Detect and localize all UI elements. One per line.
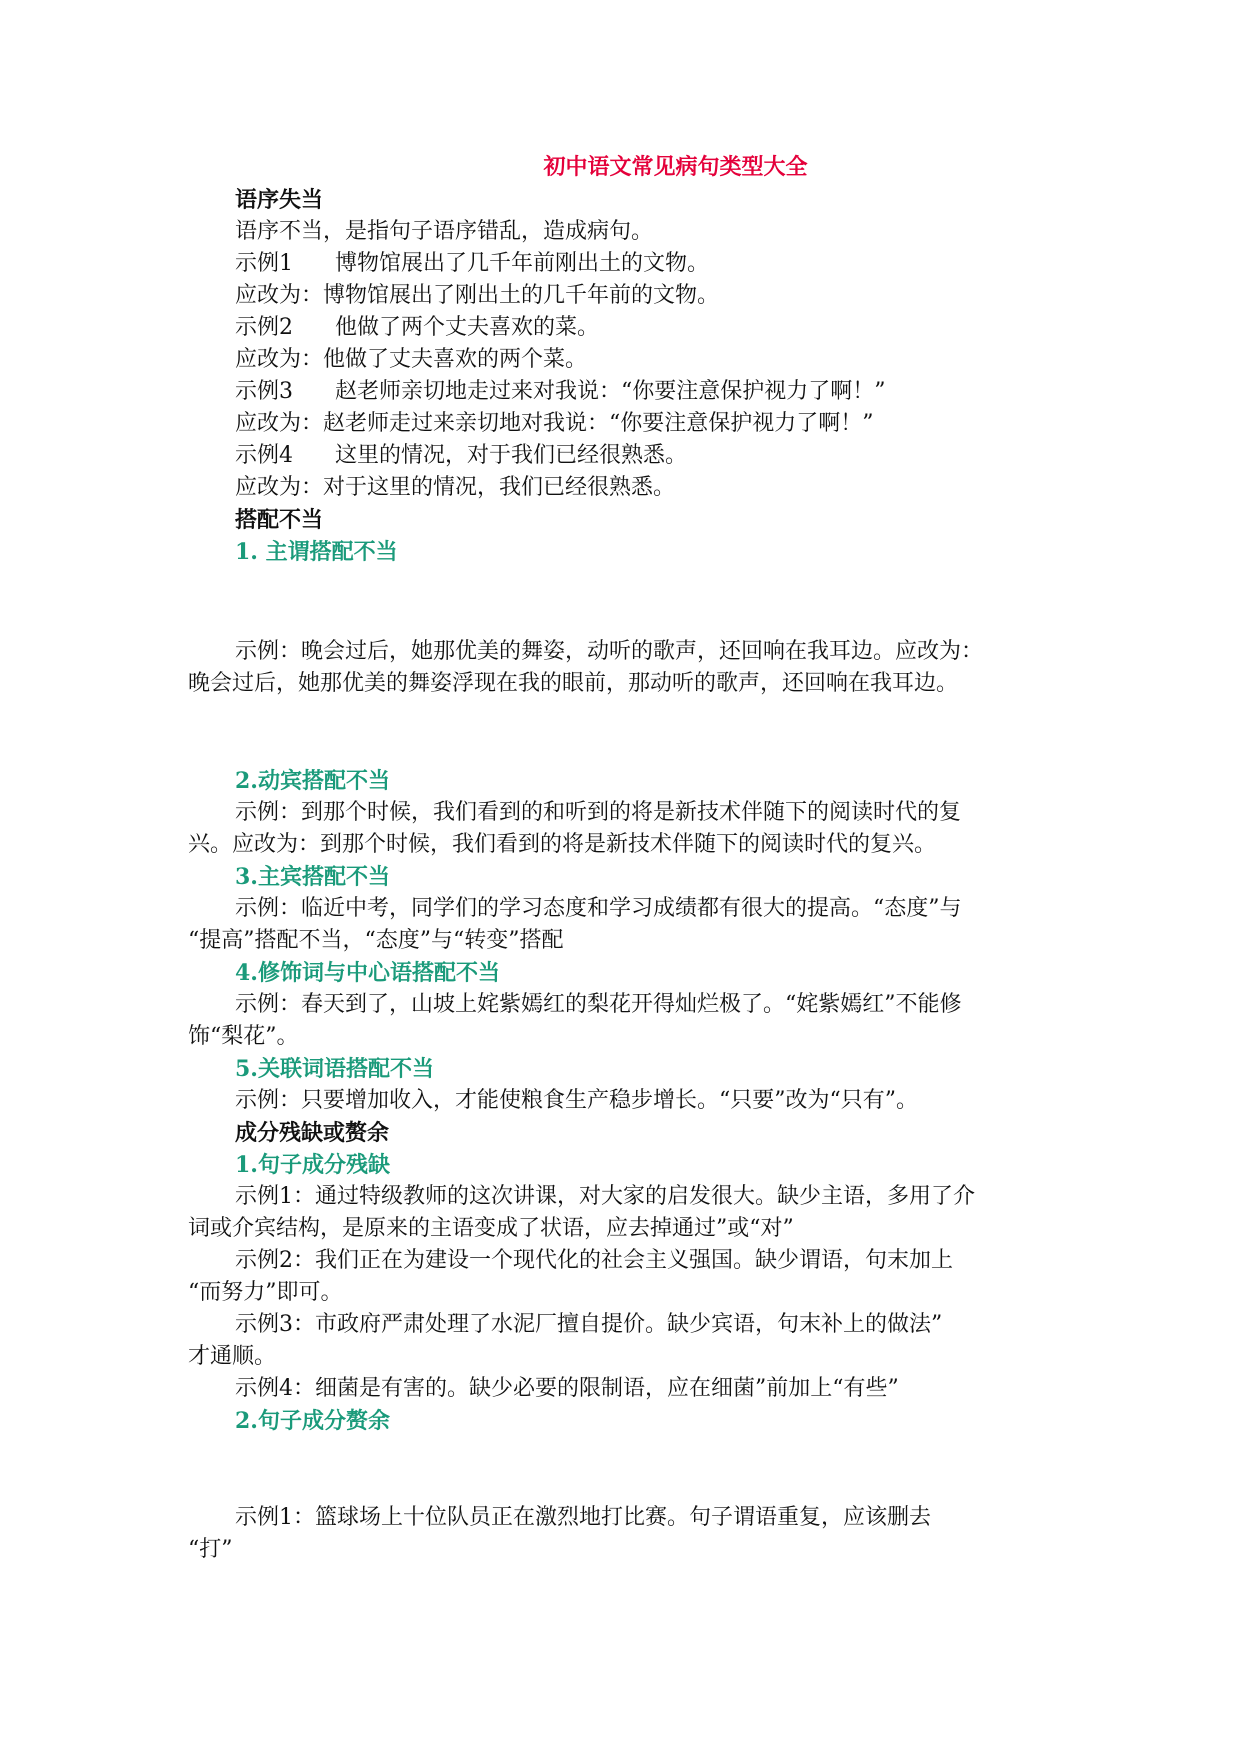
example-text: 赵老师亲切地走过来对我说：“你要注意保护视力了啊！” — [335, 379, 886, 404]
paragraph: 示例4：细菌是有害的。缺少必要的限制语，应在细菌”前加上“有些” — [235, 1376, 899, 1401]
paragraph: 晚会过后，她那优美的舞姿浮现在我的眼前，那动听的歌声，还回响在我耳边。 — [188, 671, 959, 696]
paragraph: “而努力”即可。 — [188, 1280, 343, 1305]
paragraph: 才通顺。 — [188, 1344, 277, 1369]
correction-text: 应改为：赵老师走过来亲切地对我说：“你要注意保护视力了啊！” — [235, 411, 874, 436]
subheading: 3.主宾搭配不当 — [235, 864, 390, 890]
subheading: 2.句子成分赘余 — [235, 1408, 390, 1434]
example-text: 博物馆展出了几千年前刚出土的文物。 — [335, 251, 710, 276]
section-heading-word-order: 语序失当 — [235, 187, 324, 213]
paragraph: 示例：临近中考，同学们的学习态度和学习成绩都有很大的提高。“态度”与 — [235, 896, 962, 921]
example-text: 他做了两个丈夫喜欢的菜。 — [335, 315, 600, 340]
paragraph: 示例3：市政府严肃处理了水泥厂擅自提价。缺少宾语，句末补上的做法” — [235, 1312, 943, 1337]
paragraph: “提高”搭配不当，“态度”与“转变”搭配 — [188, 928, 564, 953]
example-label: 示例1 — [235, 251, 293, 276]
paragraph: 示例：晚会过后，她那优美的舞姿，动听的歌声，还回响在我耳边。应改为： — [235, 639, 984, 664]
paragraph: 兴。应改为：到那个时候，我们看到的将是新技术伴随下的阅读时代的复兴。 — [188, 832, 937, 857]
subheading: 5.关联词语搭配不当 — [235, 1056, 434, 1082]
paragraph: “打” — [188, 1537, 233, 1562]
subheading: 1.句子成分残缺 — [235, 1152, 390, 1178]
paragraph: 示例1：篮球场上十位队员正在激烈地打比赛。句子谓语重复，应该删去 — [235, 1505, 931, 1530]
paragraph: 示例：春天到了，山坡上姹紫嫣红的梨花开得灿烂极了。“姹紫嫣红”不能修 — [235, 992, 962, 1017]
paragraph: 词或介宾结构，是原来的主语变成了状语，应去掉通过”或“对” — [188, 1216, 794, 1241]
section-heading-missing-redundant: 成分残缺或赘余 — [235, 1120, 390, 1146]
example-label: 示例2 — [235, 315, 293, 340]
page-title: 初中语文常见病句类型大全 — [543, 154, 808, 180]
paragraph: 示例1：通过特级教师的这次讲课，对大家的启发很大。缺少主语，多用了介 — [235, 1184, 975, 1209]
section-heading-collocation: 搭配不当 — [235, 507, 324, 533]
example-text: 这里的情况，对于我们已经很熟悉。 — [335, 443, 688, 468]
subheading: 4.修饰词与中心语搭配不当 — [235, 960, 500, 986]
paragraph: 示例2：我们正在为建设一个现代化的社会主义强国。缺少谓语，句末加上 — [235, 1248, 953, 1273]
subheading: 2.动宾搭配不当 — [235, 768, 390, 794]
subheading: 1. 主谓搭配不当 — [235, 539, 398, 565]
paragraph: 饰“梨花”。 — [188, 1024, 299, 1049]
paragraph: 示例：只要增加收入，才能使粮食生产稳步增长。“只要”改为“只有”。 — [235, 1088, 918, 1113]
example-label: 示例4 — [235, 443, 293, 468]
paragraph: 示例：到那个时候，我们看到的和听到的将是新技术伴随下的阅读时代的复 — [235, 800, 962, 825]
correction-text: 应改为：他做了丈夫喜欢的两个菜。 — [235, 347, 588, 372]
paragraph: 语序不当，是指句子语序错乱，造成病句。 — [235, 219, 654, 244]
correction-text: 应改为：对于这里的情况，我们已经很熟悉。 — [235, 475, 676, 500]
example-label: 示例3 — [235, 379, 293, 404]
correction-text: 应改为：博物馆展出了刚出土的几千年前的文物。 — [235, 283, 720, 308]
